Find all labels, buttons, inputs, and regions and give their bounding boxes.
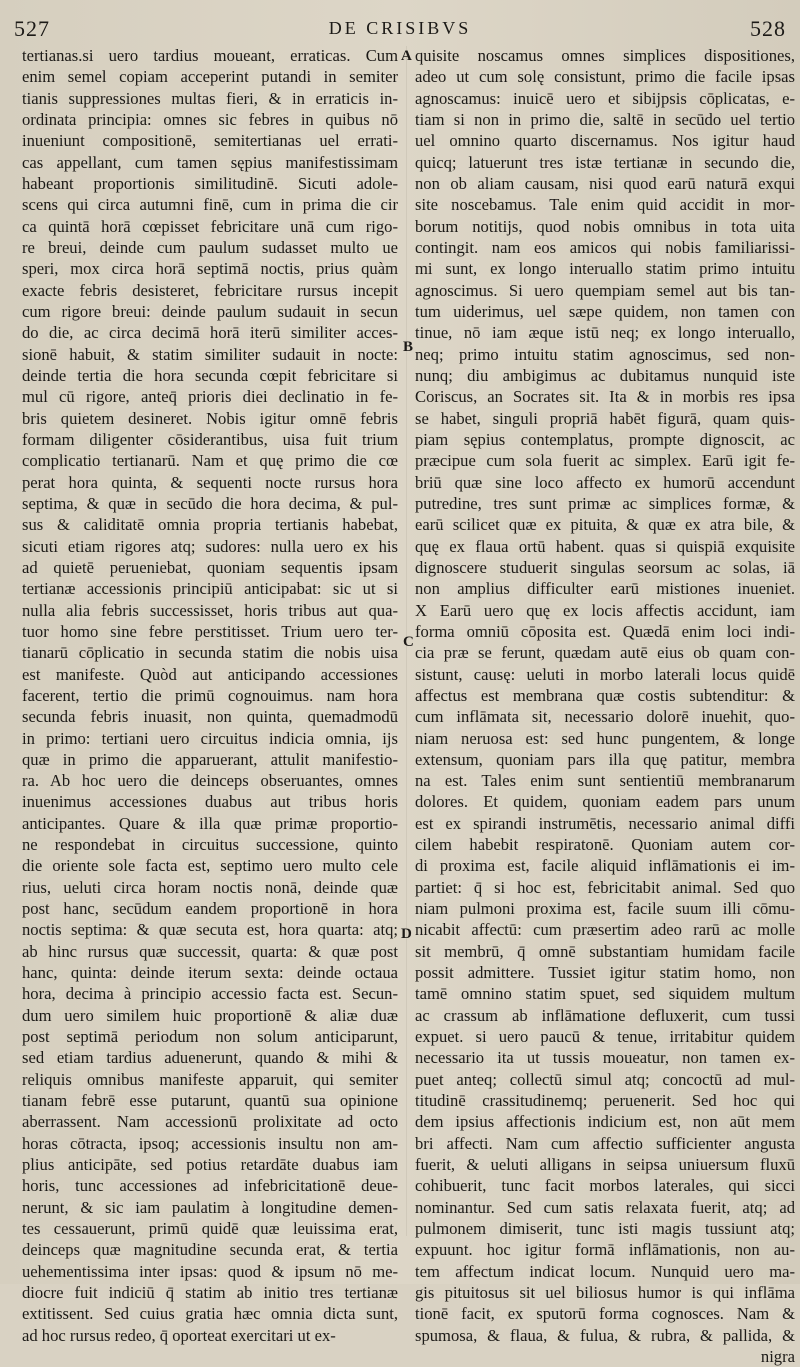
text-line: deinceps quæ magnitudine secunda erat, & tertia <box>22 1240 398 1260</box>
text-line: gis pituitosus sit uel biliosus humor is qui inflāma <box>415 1283 795 1303</box>
text-line: sionē habuit, & statim similiter sudauit in nocte: <box>22 344 398 364</box>
text-line: site noscebamus. Tale enim quid accidit in mor- <box>415 195 795 215</box>
text-line: exacte febris desisteret, febricitare rursus incepit <box>22 280 398 300</box>
text-line: facerent, tertio die primū cognouimus. nam hora <box>22 685 398 705</box>
text-line: non ob aliam causam, nisi quod earū naturā exqui <box>415 173 795 193</box>
text-line: puet anteq; collectū simul atq; concoctū ad mul- <box>415 1069 795 1089</box>
running-title: DE CRISIBVS <box>328 18 472 38</box>
page-number-right: 528 <box>750 16 786 41</box>
text-line: in primo: tertiani uero circuitus indicia omnia, ijs <box>22 728 398 748</box>
section-marker-c: C <box>403 634 414 650</box>
text-line: enim semel copiam acceperint putandi in semiter <box>22 67 398 87</box>
text-line: uel omnino quarto discernamus. Nos igitur haud <box>415 131 795 151</box>
text-line: tem affectum indicat locum. Nunquid uero ma- <box>415 1261 795 1281</box>
text-line: na est. Tales enim sunt sentientiū membranarum <box>415 771 795 791</box>
text-line: putredine, tres sunt primæ ac simplices formæ, & <box>415 493 795 513</box>
text-line: re breui, deinde cum paulum sudasset multo ue <box>22 237 398 257</box>
text-line: cas appellant, cum tamen sępius manifestissimam <box>22 152 398 172</box>
right-text-column <box>415 45 795 1367</box>
text-line: tertianas.si uero tardius moueant, erraticas. Cum <box>22 46 398 65</box>
text-line: forma omniū cōposita est. Quædā enim loci indi- <box>415 621 795 641</box>
text-line: hora, decima à principio accessio facta est. Secun- <box>22 984 398 1004</box>
page-number-left: 527 <box>14 16 50 41</box>
text-line: post hanc, secūdum eandem proportionē in hora <box>22 899 398 919</box>
text-line: inuenimus accessiones duabus aut tribus horis <box>22 792 398 812</box>
text-line: nunq; diu ambigimus ac dubitamus nunquid iste <box>415 365 795 385</box>
text-line: agnoscimus. Si uero quempiam semel aut bis tan- <box>415 280 795 300</box>
text-line: aberrassent. Nam accessionū prolixitate ad octo <box>22 1112 398 1132</box>
text-line: horis, tunc accessiones ad infebricitationē deue- <box>22 1176 398 1196</box>
text-line: quisite noscamus omnes simplices dispositiones, <box>415 46 795 65</box>
text-line: nicabit affectū: cum præsertim adeo rarū ac molle <box>415 920 795 940</box>
text-line: borum notitijs, quod nobis omnibus in tota uita <box>415 216 795 236</box>
text-line: spumosa, & flaua, & fulua, & rubra, & pallida, & <box>415 1325 795 1345</box>
text-line: ca quintā horā cœpisset febricitare unā cum rigo- <box>22 216 398 236</box>
text-line: scens qui circa autumni finē, cum in prima die cir <box>22 195 398 215</box>
text-line: extensum, quoniam pars illa quę patitur, membra <box>415 749 795 769</box>
text-line: pulmonem dimiserit, tunc isti magis tussiunt atq; <box>415 1219 795 1239</box>
text-line: ad quietē perueniebat, quoniam sequentis ipsam <box>22 557 398 577</box>
text-line: earū scilicet quæ ex pituita, & quæ ex atra bile, & <box>415 515 795 535</box>
text-line: agnoscamus: inuicē uero et sibijpsis cōplicatas, e- <box>415 88 795 108</box>
text-line: non amplius difficulter earū mistiones inueniet. <box>415 579 795 599</box>
left-text-column <box>22 45 398 1345</box>
text-line: deinde tertia die hora secunda cœpit febricitare si <box>22 365 398 385</box>
text-line: tiam si non in primo die, saltē in secūdo uel tertio <box>415 109 795 129</box>
text-line: bris quietem desineret. Nobis igitur omnē febris <box>22 408 398 428</box>
text-line: affectus est membrana quæ costis subtenditur: & <box>415 685 795 705</box>
text-line: cia præ se ferunt, quædam autē eius ob quam con- <box>415 643 795 663</box>
section-marker-b: B <box>403 339 414 355</box>
text-line: tes cessauerunt, primū quidē quæ leuissima erat, <box>22 1219 398 1239</box>
text-line: expuunt. hoc igitur formā inflāmationis, non au- <box>415 1240 795 1260</box>
text-line: dum uero similem huic proportionē & aliæ duæ <box>22 1005 398 1025</box>
text-line: perat hora quinta, & sequenti nocte rursus hora <box>22 472 398 492</box>
text-line: quicq; latuerunt tres istæ tertianæ in secundo die, <box>415 152 795 172</box>
text-line: tianam febrē esse putarunt, quantū sua opinione <box>22 1091 398 1111</box>
text-line: niam neruosa est: sed hunc pungentem, & longe <box>415 728 795 748</box>
text-line: speri, mox circa horā septimā noctis, prius quàm <box>22 259 398 279</box>
text-line: niam pulmoni proxima est, facile suum illi cōmu- <box>415 899 795 919</box>
text-line: complicatio tertianarū. Nam et quę primo die cœ <box>22 451 398 471</box>
text-line: adeo ut cum solę consistunt, primo die facile ipsas <box>415 67 795 87</box>
text-line: briū quæ sine loco affecto ex humorū accendunt <box>415 472 795 492</box>
text-line: rius, ueluti circa horam noctis nonā, deinde quæ <box>22 877 398 897</box>
text-line: do die, ac circa decimā horā iterū similiter acces- <box>22 323 398 343</box>
text-line: di proxima est, facile aliquid inflāmationis ei im- <box>415 856 795 876</box>
text-line: titudinē crassitudinemq; peruenerit. Sed hoc qui <box>415 1091 795 1111</box>
text-line: uehementissima inter ipsas: quod & ipsum nō me- <box>22 1261 398 1281</box>
text-line: dem ipsius affectionis indicium est, non aūt mem <box>415 1112 795 1132</box>
text-line: partiet: q̄ si hoc est, febricitabit animal. Sed quo <box>415 877 795 897</box>
text-line: die oriente sole facta est, septimo uero multo cele <box>22 856 398 876</box>
text-line: mi sunt, ex longo interuallo statim primo intuitu <box>415 259 795 279</box>
text-line: tum uiderimus, uel sæpe quidem, non tamen con <box>415 301 795 321</box>
text-line: ac crassum ab inflāmatione defluxerit, cum tussi <box>415 1005 795 1025</box>
text-line: horas cōtracta, ipsoq; accessionis insultu non am- <box>22 1133 398 1153</box>
text-line: piam sępius contemplatus, prompte dignoscit, ac <box>415 429 795 449</box>
text-line: bri affecti. Nam cum affectio sufficienter angusta <box>415 1133 795 1153</box>
text-line: X Earū uero quę ex locis affectis accidunt, iam <box>415 600 795 620</box>
text-line: secunda febris inuasit, non quinta, quemadmodū <box>22 707 398 727</box>
text-line: hanc, quinta: deinde iterum sexta: deinde octaua <box>22 963 398 983</box>
text-line: cilem habebit respiratonē. Quoniam autem cor- <box>415 835 795 855</box>
text-line: tianis suppressiones multas fieri, & in erraticis in- <box>22 88 398 108</box>
text-line: nulla alia febris successisset, horis tribus aut qua- <box>22 600 398 620</box>
text-line: cum rigore breui: deinde paulum sudauit in secun <box>22 301 398 321</box>
text-line: dignoscere studuerit singulas seorsum ac solas, iā <box>415 557 795 577</box>
text-line: Coriscus, an Socrates sit. Ita & in morbis res ipsa <box>415 387 795 407</box>
text-line: contingit. nam eos amicos qui nobis familiarissi- <box>415 237 795 257</box>
text-line: ne respondebat in circuitus successione, quinto <box>22 835 398 855</box>
text-line: nerunt, & sic iam paulatim à longitudine demen- <box>22 1197 398 1217</box>
text-line: sicuti etiam rigores atq; sudores: nulla uero ex his <box>22 536 398 556</box>
text-line: expuet. si uero paucū & tenue, irritabitur quidem <box>415 1027 795 1047</box>
catchword: nigra <box>760 1347 795 1367</box>
section-marker-a: A <box>401 48 412 64</box>
text-line: necessario ita ut tussis moueatur, non tamen ex- <box>415 1048 795 1068</box>
text-line: ad hoc rursus redeo, q̄ oporteat exercitari ut ex- <box>22 1325 336 1345</box>
text-line: habeant proportionis similitudinē. Sicuti adole- <box>22 173 398 193</box>
text-line: sit membrū, q̄ omnē substantiam humidam facile <box>415 941 795 961</box>
text-line: formam diligenter cōsiderantibus, uisa fuit trium <box>22 429 398 449</box>
text-line: anticipantes. Quare & illa quæ primæ proportio- <box>22 813 398 833</box>
text-line: quæ in primo die apparuerant, attulit manifestio- <box>22 749 398 769</box>
text-line: septima, & quæ in secūdo die hora decima, & pul- <box>22 493 398 513</box>
section-marker-d: D <box>401 926 412 942</box>
text-line: noctis septima: & quæ secuta est, hora quarta: atq; <box>22 920 398 940</box>
text-line: dolores. Et quidem, quoniam eadem pars unum <box>415 792 795 812</box>
text-line: inueniunt compositionē, semitertianas uel errati- <box>22 131 398 151</box>
text-line: diocre fuit indiciū q̄ statim ab initio tres tertianæ <box>22 1283 398 1303</box>
text-line: tamē omnino statim spuet, sed siquidem multum <box>415 984 795 1004</box>
text-line: extitissent. Sed cuius gratia hæc omnia dicta sunt, <box>22 1304 398 1324</box>
text-line: mul cū rigore, anteq̄ prioris diei declinatio in fe- <box>22 387 398 407</box>
text-line: ordinata principia: omnes sic febres in quibus nō <box>22 109 398 129</box>
text-line: tuor homo sine febre perstitisset. Trium uero ter- <box>22 621 398 641</box>
text-line: quę ex flaua ortū habent. quas si quispiā exquisite <box>415 536 795 556</box>
text-line: ra. Ab hoc uero die deinceps obseruantes, omnes <box>22 771 398 791</box>
text-line: post septimā periodum non solum anticiparunt, <box>22 1027 398 1047</box>
page-header <box>0 16 800 42</box>
text-line: cohibuerit, tunc facit morbos laterales, qui sicci <box>415 1176 795 1196</box>
text-line: nominantur. Sed cum satis relaxata fuerit, atq; ad <box>415 1197 795 1217</box>
text-line: est manifeste. Quòd aut anticipando accessiones <box>22 664 398 684</box>
text-line: plius anticipāte, sed potius retardāte duabus iam <box>22 1155 398 1175</box>
text-line: tinue, nō iam æque istū neq; ex longo interuallo, <box>415 323 795 343</box>
text-line: reliquis omnibus manifeste apparuit, qui semiter <box>22 1069 398 1089</box>
text-line: ab hinc rursus quæ successit, quarta: & quæ post <box>22 941 398 961</box>
text-line: cum inflāmata sit, necessario dolorē inuehit, quo- <box>415 707 795 727</box>
text-line: tionē facit, ex sputorū forma cognosces. Nam & <box>415 1304 795 1324</box>
text-line: possit admittere. Tussiet igitur statim homo, non <box>415 963 795 983</box>
text-line: sus & caliditatē omnia propria tertianis habebat, <box>22 515 398 535</box>
text-line: sed etiam tardius aduenerunt, quando & mihi & <box>22 1048 398 1068</box>
text-line: præcipue cum sola fuerit ac simplex. Earū igit fe- <box>415 451 795 471</box>
text-line: se habet, singuli propriā habēt figurā, quam quis- <box>415 408 795 428</box>
text-line: fuerit, & ueluti alligans in seipsa uniuersum fluxū <box>415 1155 795 1175</box>
text-line: neq; primo intuitu statim agnoscimus, sed non- <box>415 344 795 364</box>
text-line: tertianæ accessionis principiū anticipabat: sic ut si <box>22 579 398 599</box>
text-line: sistunt, causę: ueluti in morbo laterali locus quidē <box>415 664 795 684</box>
text-line: est ex spirandi instrumētis, necessario animal diffi <box>415 813 795 833</box>
text-line: tianarū cōplicatio in secunda statim die nobis uisa <box>22 643 398 663</box>
